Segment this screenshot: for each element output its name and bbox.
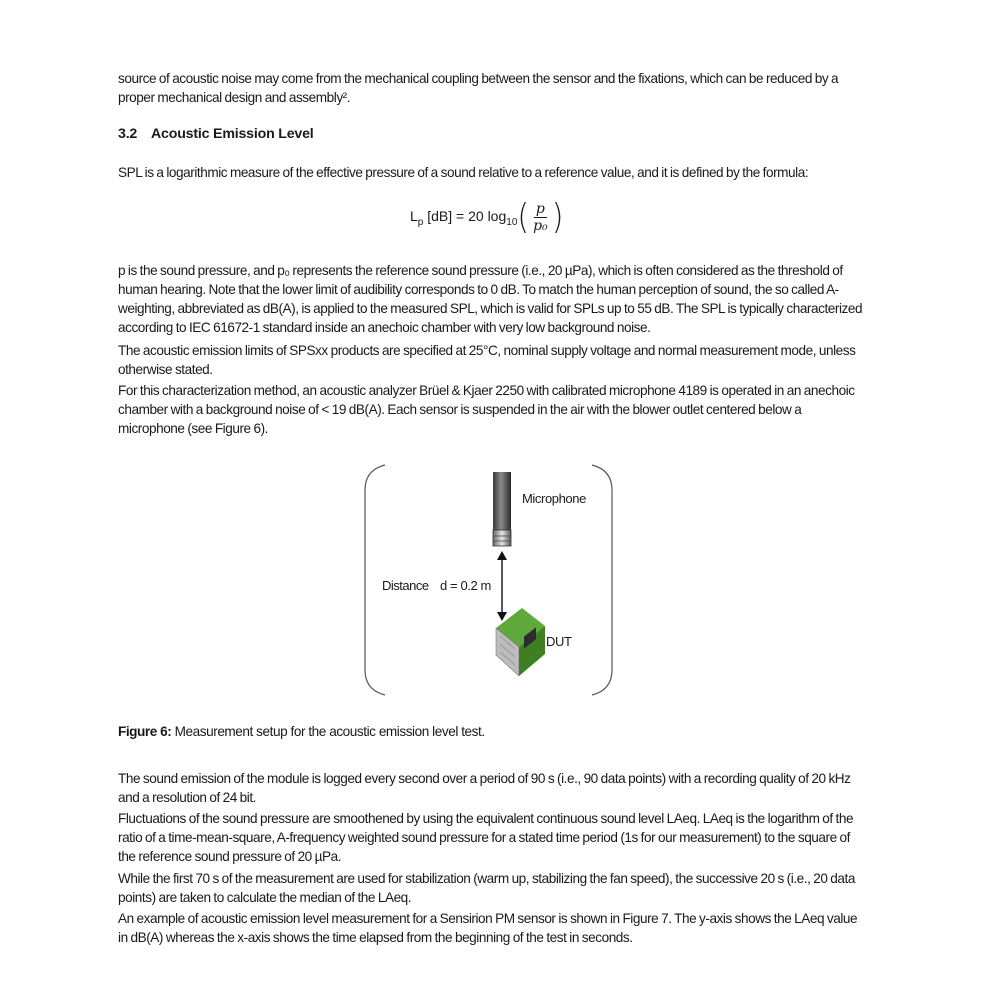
paragraph-method: For this characterization method, an acoustic analyzer Brüel & Kjaer 2250 with calibrated microphone 4189 is operated in an anechoic chamber with a background noise of < 19 dB(A). Each sensor is suspended in the air with the blower outlet centered below a microphone (see Figure 6).	[118, 383, 855, 436]
distance-value: d = 0.2 m	[440, 578, 491, 593]
formula-numerator: p	[535, 201, 545, 217]
dut-sensor-icon	[496, 608, 545, 676]
paragraph-example: An example of acoustic emission level measurement for a Sensirion PM sensor is shown in Figure 7. The y-axis shows the LAeq value in dB(A) whereas the x-axis shows the time elapsed from the beginning of the test in seconds.	[118, 911, 858, 945]
right-bracket	[592, 465, 612, 695]
formula-denominator: p₀	[533, 218, 548, 234]
paragraph-logging: The sound emission of the module is logged every second over a period of 90 s (i.e., 90 data points) with a recording quality of 20 kHz and a resolution of 24 bit.	[118, 771, 851, 805]
section-title: Acoustic Emission Level	[151, 126, 314, 142]
left-bracket	[365, 465, 385, 695]
caption-label: Figure 6:	[118, 724, 172, 739]
distance-label: Distance	[382, 578, 429, 593]
caption-text: Measurement setup for the acoustic emission level test.	[171, 724, 485, 739]
microphone-label: Microphone	[522, 491, 586, 506]
paragraph-stabilization: While the first 70 s of the measurement are used for stabilization (warm up, stabilizing the fan speed), the successive 20 s (i.e., 20 data points) are taken to calculate the median of the LAeq.	[118, 871, 855, 905]
paragraph-pressure: p is the sound pressure, and p₀ represents the reference sound pressure (i.e., 20 µPa), which is often considered as the threshold of human hearing. Note that the lower limit of audibility corresponds to 0 dB. To match the human perception of sound, the so called A-weighting, abbreviated as dB(A), is applied to the measured SPL, which is valid for SPLs up to 55 dB. The SPL is typically characterized according to IEC 61672-1 standard inside an anechoic chamber with very low background noise.	[118, 263, 863, 335]
paragraph-limits: The acoustic emission limits of SPSxx products are specified at 25°C, nominal supply voltage and normal measurement mode, unless otherwise stated.	[118, 343, 856, 377]
right-paren: )	[551, 196, 564, 238]
paragraph-spl-definition: SPL is a logarithmic measure of the effective pressure of a sound relative to a reference value, and it is defined by the formula:	[118, 165, 809, 180]
microphone-icon	[493, 472, 511, 546]
left-paren: (	[517, 196, 530, 238]
formula-lhs: $L_p$ [dB] = 20 $\log_{10}$	[410, 207, 518, 228]
section-heading	[118, 126, 314, 142]
distance-arrow	[497, 551, 507, 621]
section-number: 3.2	[118, 126, 138, 142]
figure-caption	[118, 724, 485, 739]
dut-label: DUT	[546, 634, 572, 649]
paragraph-intro: source of acoustic noise may come from the mechanical coupling between the sensor and the fixations, which can be reduced by a proper mechanical design and assembly².	[118, 71, 839, 105]
spl-formula	[410, 196, 564, 238]
formula-fraction	[531, 201, 550, 234]
paragraph-fluctuations: Fluctuations of the sound pressure are smoothened by using the equivalent continuous sound level LAeq. LAeq is the logarithm of the ratio of a time-mean-square, A-frequency weighted sound pressure for a stated time period (1s for our measurement) to the square of the reference sound pressure of 20 µPa.	[118, 811, 854, 864]
